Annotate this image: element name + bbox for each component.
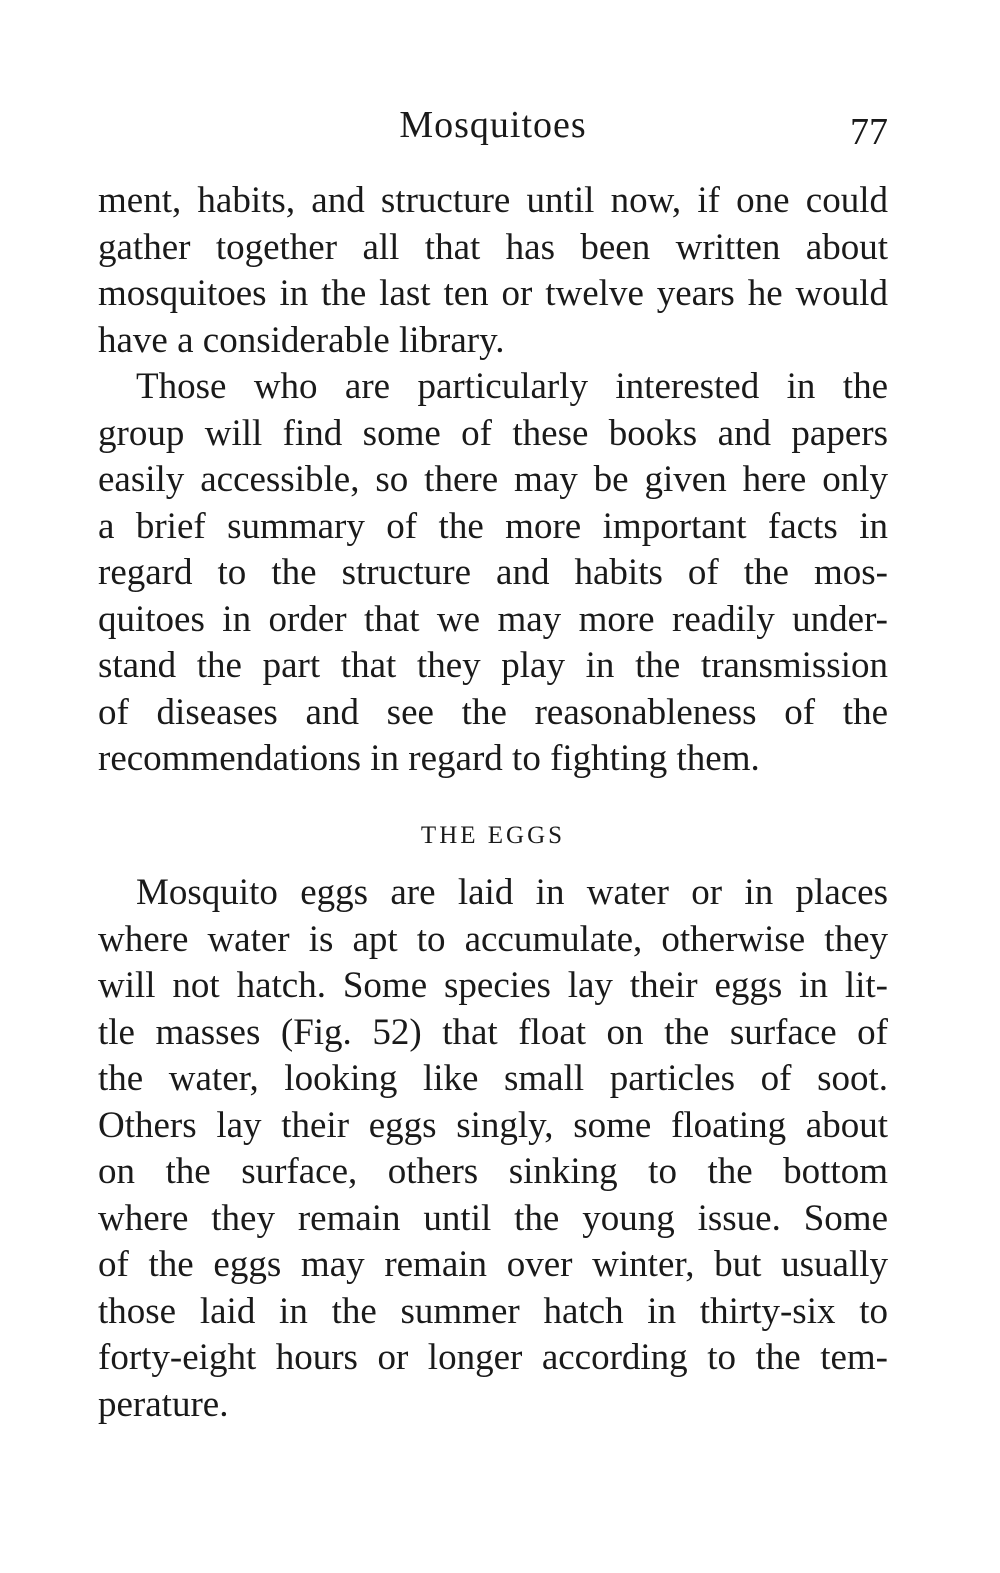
text-line: on the surface, others sinking to the bottom: [98, 1151, 888, 1192]
page-number: 77: [850, 111, 888, 153]
text-line: recommendations in regard to fighting them.: [98, 738, 760, 779]
text-line: Mosquito eggs are laid in water or in places: [136, 872, 888, 913]
text-line: of the eggs may remain over winter, but usually: [98, 1244, 888, 1285]
text-line: regard to the structure and habits of the mos-: [98, 552, 888, 593]
text-line: the water, looking like small particles of soot.: [98, 1058, 888, 1099]
running-title: Mosquitoes: [399, 104, 587, 146]
text-line: tle masses (Fig. 52) that float on the surface of: [98, 1011, 888, 1053]
paragraph-those-who: [98, 364, 888, 783]
text-line: perature.: [98, 1383, 229, 1425]
text-line: where they remain until the young issue. Some: [98, 1197, 888, 1239]
section-heading: THE EGGS: [420, 822, 566, 849]
text-line: quitoes in order that we may more readily under-: [98, 598, 888, 640]
text-line: gather together all that has been written about: [98, 226, 888, 268]
running-head: [98, 100, 888, 160]
text-line: a brief summary of the more important facts in: [98, 505, 888, 547]
text-line: ment, habits, and structure until now, if one could: [98, 180, 888, 221]
text-line: have a considerable library.: [98, 319, 505, 361]
paragraph-eggs: [98, 870, 888, 1428]
text-line: where water is apt to accumulate, otherwise they: [98, 918, 888, 960]
paragraph-continued: [98, 178, 888, 364]
text-line: of diseases and see the reasonableness of the: [98, 691, 888, 733]
text-line: Others lay their eggs singly, some floating about: [98, 1104, 888, 1146]
text-line: Those who are particularly interested in the: [136, 366, 888, 407]
text-line: stand the part that they play in the transmission: [98, 645, 888, 686]
text-line: easily accessible, so there may be given here only: [98, 459, 888, 500]
text-line: mosquitoes in the last ten or twelve years he would: [98, 273, 888, 314]
text-line: those laid in the summer hatch in thirty-six to: [98, 1290, 888, 1332]
text-line: will not hatch. Some species lay their eggs in lit-: [98, 965, 888, 1006]
text-line: forty-eight hours or longer according to the tem-: [98, 1337, 888, 1378]
text-line: group will find some of these books and papers: [98, 412, 888, 454]
